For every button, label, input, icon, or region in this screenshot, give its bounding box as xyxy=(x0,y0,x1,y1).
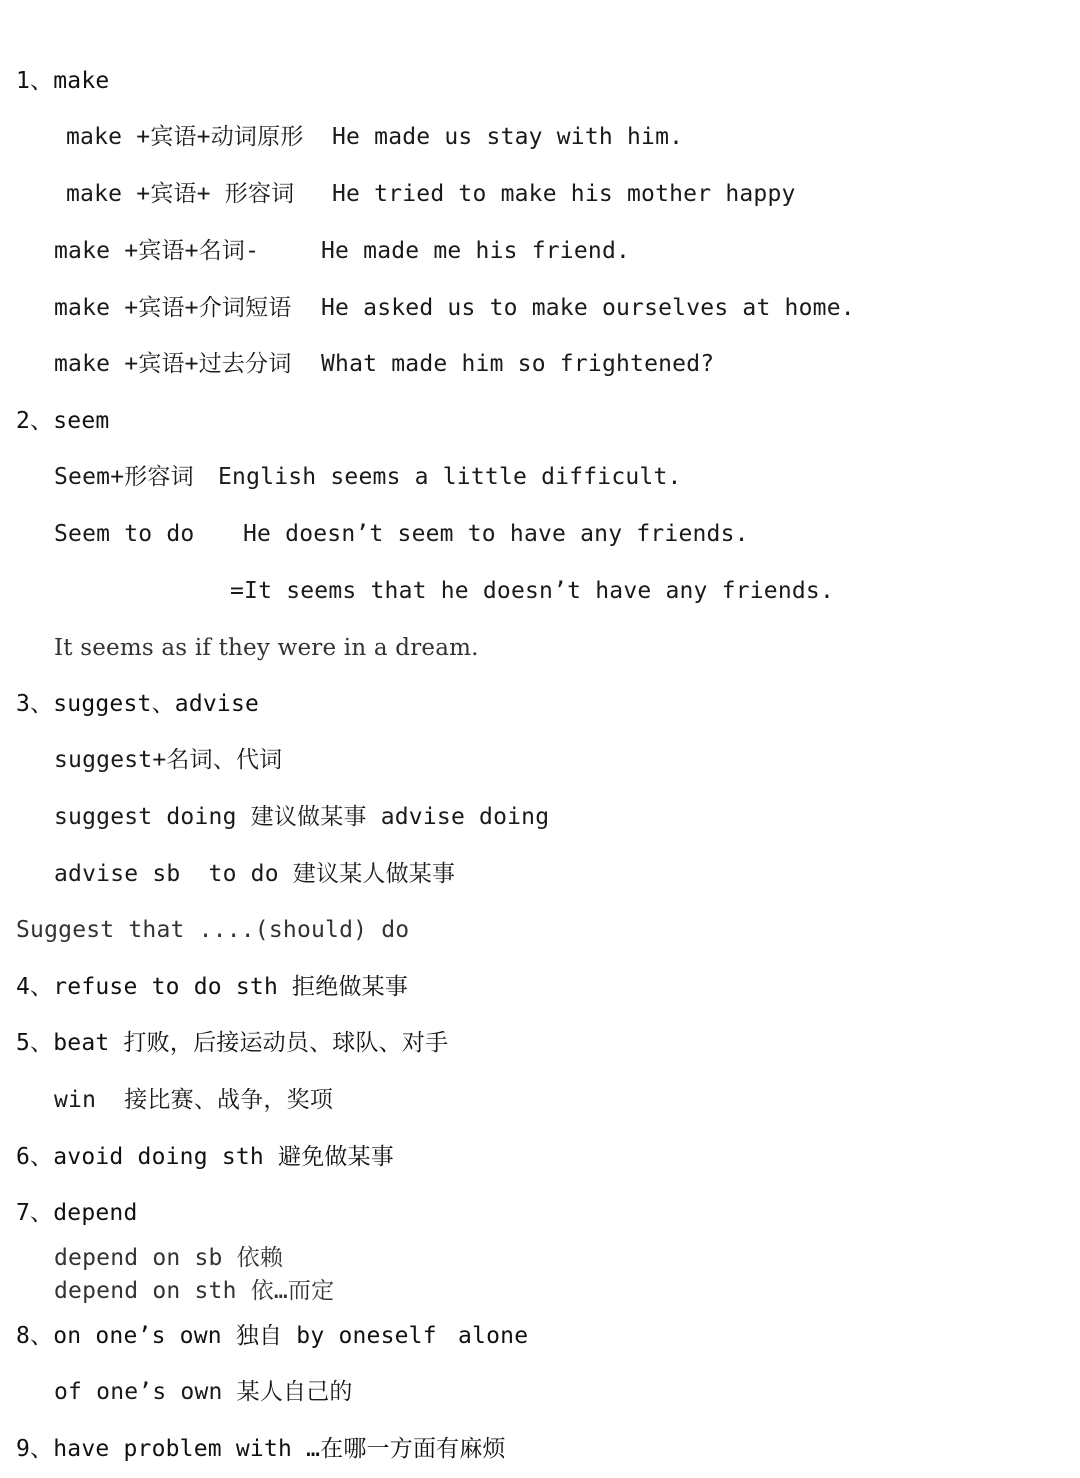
suggest-line-1: suggest+名词、代词 xyxy=(54,747,283,773)
make-pattern-2: make +宾语+ 形容词 xyxy=(66,181,295,207)
seem-pattern-1: Seem+形容词 xyxy=(54,464,194,490)
section-heading-own: 8、on one’s own 独自 by oneself xyxy=(16,1323,437,1349)
make-example-4: He asked us to make ourselves at home. xyxy=(321,295,855,321)
section-heading-depend: 7、depend xyxy=(16,1200,138,1226)
section-heading-suggest: 3、suggest、advise xyxy=(16,691,260,717)
beat-win-line: win 接比赛、战争，奖项 xyxy=(54,1087,334,1113)
suggest-line-4: Suggest that ....(should) do xyxy=(16,917,410,943)
seem-example-1: English seems a little difficult. xyxy=(218,464,682,490)
make-example-3: He made me his friend. xyxy=(321,238,631,264)
depend-line-1: depend on sb 依赖 xyxy=(54,1245,284,1271)
make-pattern-4: make +宾语+介词短语 xyxy=(54,295,292,321)
section-heading-make: 1、make xyxy=(16,68,110,94)
make-example-2: He tried to make his mother happy xyxy=(332,181,796,207)
section-heading-avoid: 6、avoid doing sth 避免做某事 xyxy=(16,1144,395,1170)
make-example-5: What made him so frightened? xyxy=(321,351,715,377)
section-heading-seem: 2、seem xyxy=(16,408,110,434)
suggest-line-2: suggest doing 建议做某事 advise doing xyxy=(54,804,550,830)
own-alone: alone xyxy=(458,1323,529,1349)
depend-line-2: depend on sth 依…而定 xyxy=(54,1278,335,1304)
seem-equivalent: =It seems that he doesn’t have any friends. xyxy=(230,578,835,604)
make-pattern-1: make +宾语+动词原形 xyxy=(66,124,304,150)
make-pattern-3: make +宾语+名词- xyxy=(54,238,260,264)
seem-as-if: It seems as if they were in a dream. xyxy=(54,635,479,661)
own-of-ones-own: of one’s own 某人自己的 xyxy=(54,1379,353,1405)
suggest-line-3: advise sb to do 建议某人做某事 xyxy=(54,861,456,887)
section-heading-problem: 9、have problem with …在哪一方面有麻烦 xyxy=(16,1436,506,1462)
section-heading-refuse: 4、refuse to do sth 拒绝做某事 xyxy=(16,974,409,1000)
seem-pattern-2: Seem to do xyxy=(54,521,195,547)
make-example-1: He made us stay with him. xyxy=(332,124,684,150)
make-pattern-5: make +宾语+过去分词 xyxy=(54,351,292,377)
seem-example-2: He doesn’t seem to have any friends. xyxy=(243,521,749,547)
section-heading-beat: 5、beat 打败，后接运动员、球队、对手 xyxy=(16,1030,449,1056)
